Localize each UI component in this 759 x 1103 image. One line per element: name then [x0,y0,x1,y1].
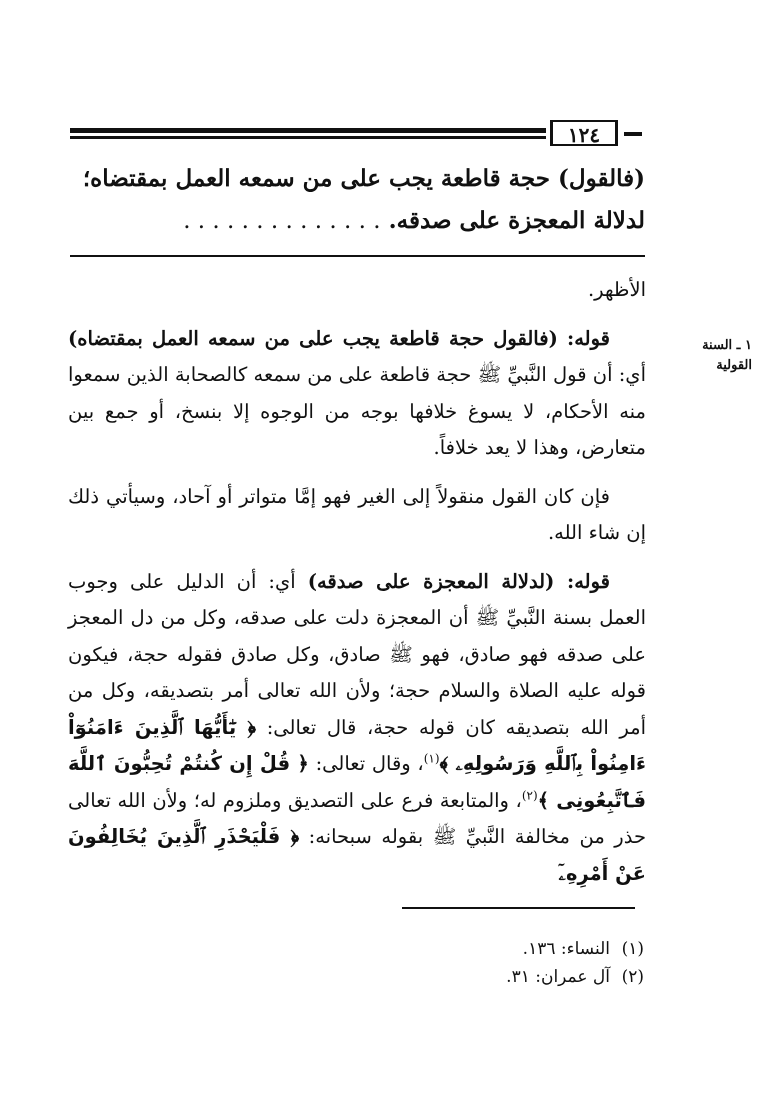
paragraph-1 [68,321,646,467]
paragraph-0: الأظهر. [587,278,646,301]
paragraph-2: فإن كان القول منقولاً إلى الغير فهو إمَّا متواتر أو آحاد، وسيأتي ذلك إن شاء الله. [68,484,646,544]
quote-heading-1: قوله: (فالقول حجة قاطعة يجب على من سمعه العمل بمقتضاه) [68,326,610,350]
quran-verse-1: ﴿ يَٰٓأَيُّهَا ٱلَّذِينَ ءَامَنُوٓاْ ءَامِنُواْ بِٱللَّهِ وَرَسُولِهِۦ ﴾ [68,715,646,775]
page-number: ١٢٤ [550,120,618,146]
matn-dots: . . . . . . . . . . . . . . [183,208,381,234]
footnotes [300,935,644,991]
matn-line-2 [70,200,645,242]
footnote-2 [300,963,644,991]
quran-verse-3: ﴿ فَلْيَحْذَرِ ٱلَّذِينَ يُخَالِفُونَ عَنْ أَمْرِهِۦٓ [68,825,646,885]
header-rule [70,128,546,133]
commentary-body [68,272,646,904]
paragraph-1-text: أي: أن قول النَّبيِّ ﷺ حجة قاطعة على من سمعه كالصحابة الذين سمعوا منه الأحكام، لا يسوغ خلافها بوجه من الوجوه إلا بنسخ، أو جمع بين متعارض، وهذا لا يعد خلافاً. [68,363,646,459]
header-rule-tail [624,132,642,136]
paragraph-3-text-a: أي: أن الدليل على وجوب العمل بسنة النَّبيِّ ﷺ أن المعجزة دلت على صدقه، وكل من دل المعجز على صدقه فهو صادق، فهو ﷺ صادق، وكل صادق فقوله حجة، فيكون قوله عليه الصلاة والسلام حجة؛ ولأن الله تعالى أمر بتصديقه، وكل من أمر الله بتصديقه كان قوله حجة، قال تعالى: [68,569,647,739]
footnote-number: (٢) [621,967,644,987]
matn-text [70,158,645,242]
quote-heading-2: قوله: (لدلالة المعجزة على صدقه) [307,569,610,593]
paragraph-3-text-c: ، والمتابعة فرع على التصديق وملزوم له؛ ولأن الله تعالى حذر من مخالفة النَّبيِّ ﷺ بقوله سبحانه: [68,788,647,848]
quran-verse-2: ﴿ قُلْ إِن كُنتُمْ تُحِبُّونَ ٱللَّهَ فَٱتَّبِعُونِى ﴾ [68,752,646,812]
matn-line-2-text: لدلالة المعجزة على صدقه. [388,207,645,234]
matn-separator [70,255,645,257]
paragraph-3-text-b: ، وقال تعالى: [315,752,424,775]
footnote-1 [300,935,644,963]
footnote-text: النساء: ١٣٦. [522,939,610,959]
footnote-ref-2[interactable]: (٢) [521,788,538,802]
header-rule-thin [70,136,546,139]
footnote-ref-1[interactable]: (١) [423,751,440,766]
matn-line-1: (فالقول) حجة قاطعة يجب على من سمعه العمل بمقتضاه؛ [82,165,645,192]
paragraph-3 [68,564,646,893]
margin-note: ١ ـ السنة القولية [702,338,752,373]
page-header [70,120,642,150]
footnote-number: (١) [621,939,644,959]
footnote-separator [402,907,635,909]
footnote-text: آل عمران: ٣١. [506,967,610,987]
